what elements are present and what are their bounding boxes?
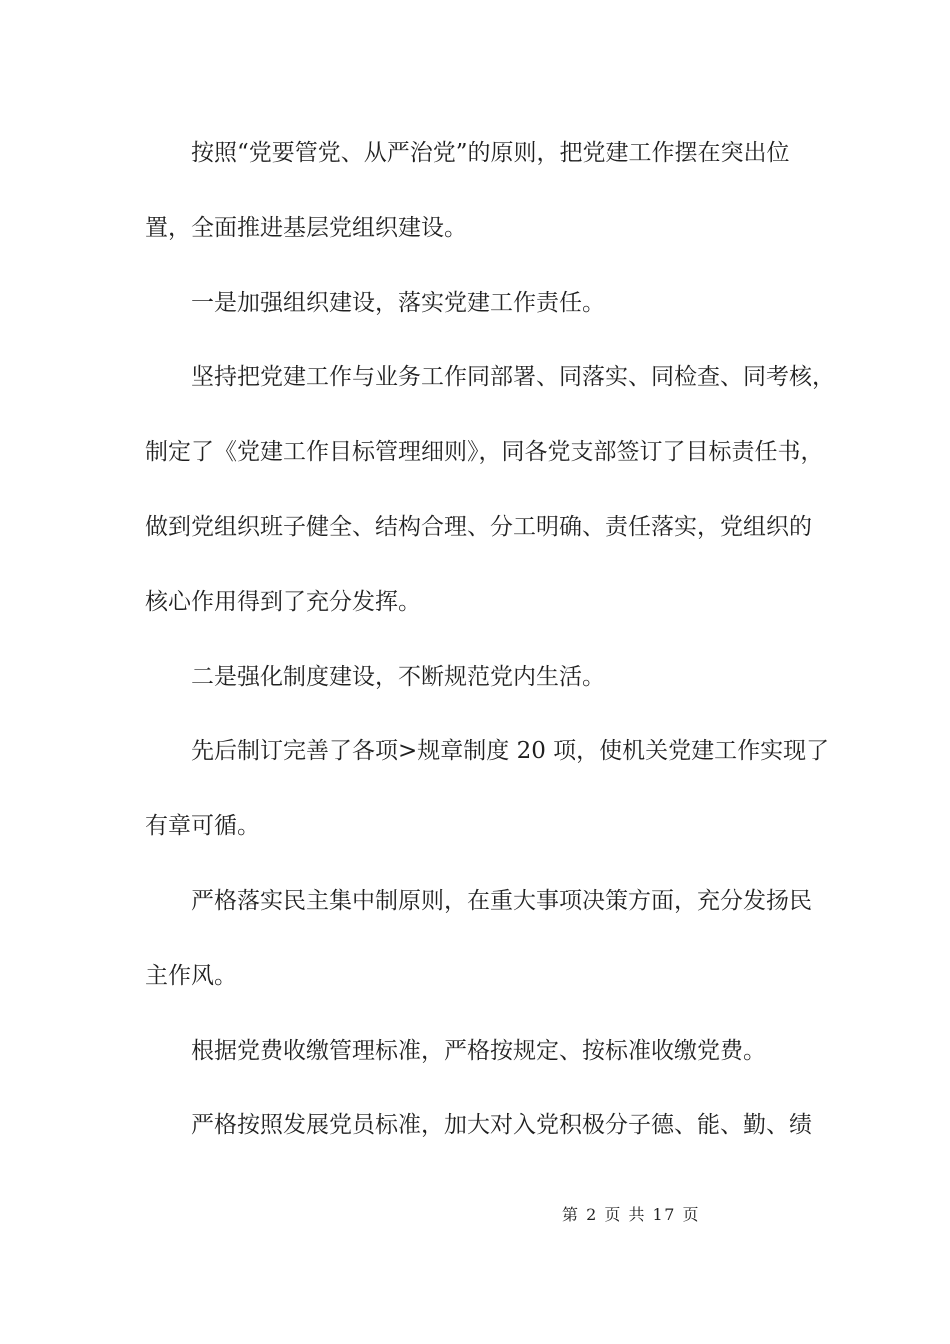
- text-line: 先后制订完善了各项>规章制度 20 项，使机关党建工作实现了: [191, 738, 830, 765]
- text-line: 二是强化制度建设，不断规范党内生活。: [191, 663, 605, 690]
- text-line: 坚持把党建工作与业务工作同部署、同落实、同检查、同考核，: [191, 364, 835, 391]
- page-footer: [562, 1202, 700, 1228]
- text-line: 制定了《党建工作目标管理细则》，同各党支部签订了目标责任书，: [145, 439, 824, 466]
- text-line: 一是加强组织建设，落实党建工作责任。: [191, 289, 605, 316]
- text-line: 按照“党要管党、从严治党”的原则，把党建工作摆在突出位: [191, 140, 790, 166]
- text-line: 置，全面推进基层党组织建设。: [145, 214, 467, 241]
- text-line: 严格按照发展党员标准，加大对入党积极分子德、能、勤、绩: [191, 1112, 812, 1139]
- text-line: 根据党费收缴管理标准，严格按规定、按标准收缴党费。: [191, 1037, 766, 1064]
- page-number-text: 第 2 页 共 17 页: [562, 1205, 700, 1224]
- text-line: 做到党组织班子健全、结构合理、分工明确、责任落实，党组织的: [145, 513, 812, 540]
- text-line: 有章可循。: [145, 813, 260, 840]
- text-line: 核心作用得到了充分发挥。: [145, 588, 421, 615]
- document-body: [145, 116, 850, 1163]
- text-line: 严格落实民主集中制原则，在重大事项决策方面，充分发扬民: [191, 887, 812, 914]
- text-line: 主作风。: [145, 962, 237, 989]
